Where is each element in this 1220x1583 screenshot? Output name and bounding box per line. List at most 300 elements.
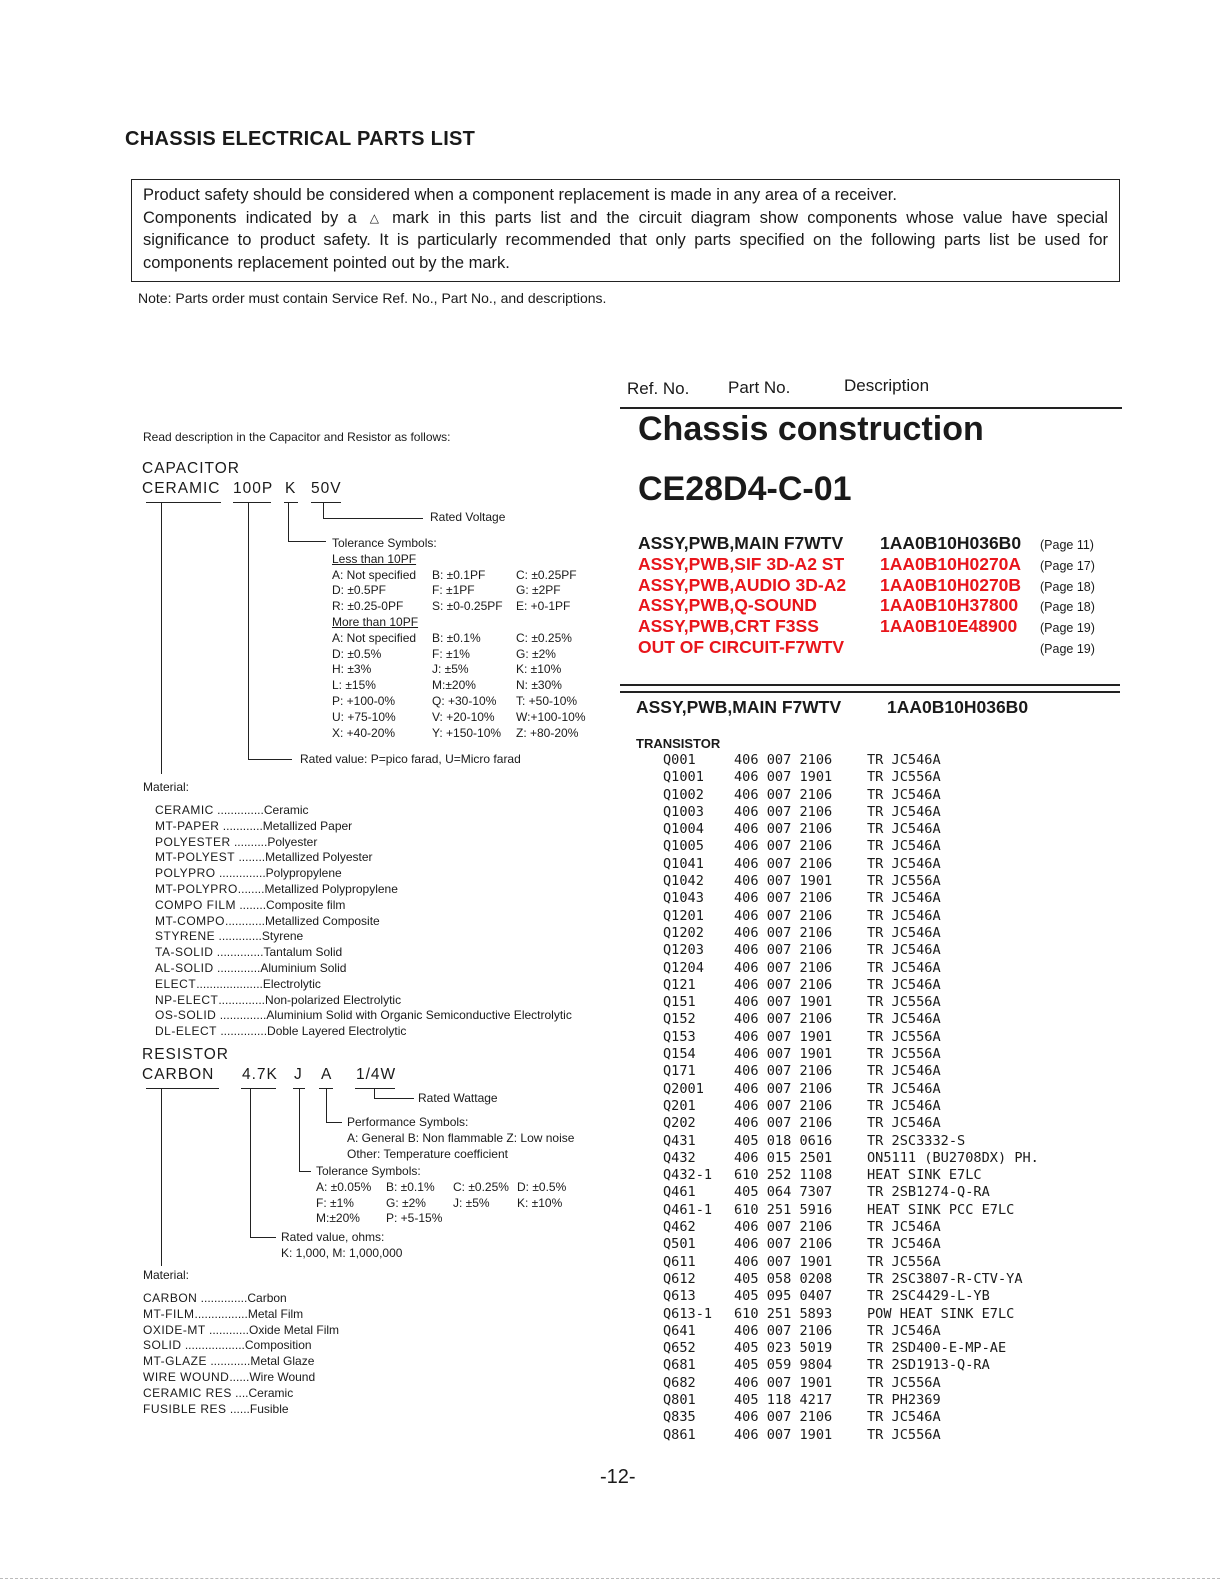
part-no: 406 007 1901 — [734, 1028, 833, 1045]
part-description: ON5111 (BU2708DX) PH. — [867, 1149, 1039, 1166]
material-row — [143, 1386, 339, 1402]
part-no: 406 007 2106 — [734, 976, 833, 993]
part-description: TR JC546A — [867, 1236, 941, 1253]
cap-line-value-h — [248, 759, 292, 760]
material-dots: .............. — [218, 992, 266, 1007]
table-row — [663, 787, 1103, 804]
ref-no: Q682 — [663, 1374, 696, 1391]
table-row — [663, 1115, 1103, 1132]
table-row — [663, 1046, 1103, 1063]
material-name: Metallized Polypropylene — [264, 881, 398, 896]
part-no: 610 252 1108 — [734, 1167, 833, 1184]
material-row — [155, 850, 572, 866]
material-dots: .............. — [215, 866, 266, 881]
capacitor-example-value: 100P — [233, 480, 274, 497]
part-description: TR JC556A — [867, 1426, 941, 1443]
part-description: TR JC556A — [867, 873, 941, 890]
part-no: 406 015 2501 — [734, 1149, 833, 1166]
ref-no: Q001 — [663, 752, 696, 768]
material-row — [155, 914, 572, 930]
part-no: 406 007 1901 — [734, 873, 833, 890]
cap-line-tol-h — [288, 541, 326, 542]
part-description: TR JC546A — [867, 1080, 941, 1097]
material-code: MT-GLAZE — [143, 1354, 208, 1369]
part-no: 406 007 1901 — [734, 994, 833, 1011]
tol-cell: G: ±2PF — [516, 583, 561, 598]
material-row — [155, 882, 572, 898]
res-line-tol — [299, 1088, 300, 1172]
tol-cell: B: ±0.1% — [432, 630, 481, 645]
resistor-material-label: Material: — [143, 1268, 190, 1282]
material-code: MT-POLYEST — [155, 850, 236, 865]
part-description: TR JC546A — [867, 924, 941, 941]
ref-no: Q1001 — [663, 769, 704, 786]
part-description: TR JC546A — [867, 1322, 941, 1339]
part-no: 406 007 2106 — [734, 907, 833, 924]
ref-no: Q611 — [663, 1253, 696, 1270]
cap-underline-voltage — [311, 502, 341, 503]
capacitor-example-voltage: 50V — [311, 480, 342, 497]
ref-no: Q835 — [663, 1409, 696, 1426]
material-dots: ............. — [215, 929, 262, 944]
chassis-model: CE28D4-C-01 — [638, 470, 852, 508]
cap-line-tol — [288, 502, 289, 542]
material-code: STYRENE — [155, 929, 216, 944]
ref-no: Q1203 — [663, 942, 704, 959]
table-row — [663, 1202, 1103, 1219]
part-no: 406 007 2106 — [734, 1097, 833, 1114]
tol-cell: X: +40-20% — [332, 725, 396, 740]
resistor-rated-value-title: Rated value, ohms: — [281, 1230, 385, 1244]
material-dots: ........ — [235, 850, 266, 865]
column-description: Description — [844, 376, 930, 395]
material-name: Metal Glaze — [250, 1354, 315, 1369]
material-code: POLYPRO — [155, 866, 216, 881]
ref-no: Q431 — [663, 1132, 696, 1149]
ref-no: Q612 — [663, 1270, 696, 1287]
material-dots: .............. — [213, 945, 264, 960]
assembly-page-ref: (Page 17) — [1040, 558, 1095, 573]
material-name: Metal Film — [247, 1306, 304, 1321]
material-code: CARBON — [143, 1291, 198, 1305]
material-name: Styrene — [261, 929, 304, 944]
ref-no: Q1002 — [663, 786, 704, 803]
cap-line-material — [161, 502, 162, 774]
table-row — [663, 1288, 1103, 1305]
tol-cell: C: ±0.25% — [516, 630, 572, 645]
ref-no: Q1004 — [663, 821, 704, 838]
part-no: 406 007 2106 — [734, 1115, 833, 1132]
resistor-rated-value-line: K: 1,000, M: 1,000,000 — [281, 1245, 403, 1260]
capacitor-more-than: More than 10PF — [332, 614, 419, 629]
material-row — [155, 945, 572, 961]
resistor-perf-line-2: Other: Temperature coefficient — [347, 1146, 508, 1161]
res-line-value-h — [250, 1237, 276, 1238]
part-no: 405 058 0208 — [734, 1270, 833, 1287]
ref-no: Q1005 — [663, 838, 704, 855]
assembly-name: OUT OF CIRCUIT-F7WTV — [638, 636, 845, 657]
part-no: 406 007 2106 — [734, 803, 833, 820]
assembly-name: ASSY,PWB,AUDIO 3D-A2 — [638, 574, 847, 595]
material-row — [143, 1291, 339, 1307]
tol-cell: N: ±30% — [516, 678, 562, 693]
material-row — [143, 1307, 339, 1323]
material-row — [155, 898, 572, 914]
material-row — [155, 993, 572, 1009]
material-code: MT-POLYPRO — [155, 881, 238, 896]
material-dots: ...... — [229, 1369, 250, 1384]
assembly-part-no: 1AA0B10H37800 — [880, 595, 1019, 616]
part-no: 406 007 2106 — [734, 890, 833, 907]
table-row — [663, 1375, 1103, 1392]
part-description: TR JC556A — [867, 1374, 941, 1391]
res-line-perf — [326, 1088, 327, 1123]
material-name: Oxide Metal Film — [249, 1322, 340, 1337]
material-code: WIRE WOUND — [143, 1369, 230, 1384]
cap-underline-value — [233, 502, 271, 503]
tol-cell: Y: +150-10% — [432, 725, 502, 740]
ref-no: Q801 — [663, 1391, 696, 1408]
tol-cell: B: ±0.1% — [386, 1179, 435, 1194]
part-no: 406 007 2106 — [734, 752, 833, 768]
part-description: TR JC546A — [867, 942, 941, 959]
tol-cell: G: ±2% — [386, 1195, 426, 1210]
ref-no: Q501 — [663, 1236, 696, 1253]
tol-cell: A: ±0.05% — [316, 1179, 372, 1194]
assembly-row — [638, 616, 1118, 637]
material-name: Fusible — [249, 1401, 289, 1416]
part-no: 406 007 2106 — [734, 821, 833, 838]
tol-cell: T: +50-10% — [516, 693, 578, 708]
resistor-perf-title: Performance Symbols: — [347, 1115, 469, 1129]
tol-cell: M:±20% — [316, 1211, 360, 1226]
tol-cell: J: ±5% — [453, 1195, 490, 1210]
part-description: TR 2SC4429-L-YB — [867, 1288, 990, 1305]
tol-cell: C: ±0.25PF — [516, 567, 577, 582]
table-row — [663, 838, 1103, 855]
material-dots: .... — [231, 1385, 249, 1400]
cap-underline-material — [146, 502, 221, 503]
table-row — [663, 1184, 1103, 1201]
tol-cell: F: ±1% — [432, 646, 470, 661]
material-row — [155, 819, 572, 835]
table-row — [663, 1340, 1103, 1357]
safety-pre: Components indicated by a — [143, 208, 357, 227]
cap-underline-tol — [284, 502, 298, 503]
part-no: 406 007 2106 — [734, 1409, 833, 1426]
safety-line-1: Product safety should be considered when a component replacement is made in any area of a receiver. — [143, 186, 897, 204]
ref-no: Q202 — [663, 1115, 696, 1132]
tol-cell: Q: +30-10% — [432, 693, 497, 708]
part-description: TR JC546A — [867, 1063, 941, 1080]
material-name: Non-polarized Electrolytic — [265, 992, 402, 1007]
section-name: ASSY,PWB,MAIN F7WTV — [636, 697, 842, 717]
material-dots: .......... — [230, 834, 268, 849]
part-no: 406 007 2106 — [734, 1011, 833, 1028]
resistor-example-value: 4.7K — [242, 1066, 278, 1083]
capacitor-more-grid — [332, 631, 606, 742]
part-description: TR JC556A — [867, 1253, 941, 1270]
safety-notice — [131, 179, 1120, 282]
material-name: Metallized Composite — [265, 913, 380, 928]
resistor-tolerance-legend — [316, 1164, 587, 1227]
material-code: POLYESTER — [155, 834, 231, 849]
resistor-rated-value — [281, 1230, 402, 1262]
material-name: Composition — [244, 1338, 312, 1353]
material-dots: .............. — [216, 1008, 267, 1023]
material-dots: ................ — [194, 1306, 248, 1321]
tol-cell: V: +20-10% — [432, 709, 495, 724]
material-name: Polypropylene — [265, 866, 342, 881]
tol-cell: D: ±0.5% — [332, 646, 382, 661]
tol-cell: A: Not specified — [332, 630, 417, 645]
part-no: 406 007 2106 — [734, 1063, 833, 1080]
part-no: 610 251 5893 — [734, 1305, 833, 1322]
ref-no: Q462 — [663, 1219, 696, 1236]
material-name: Electrolytic — [262, 976, 321, 991]
resistor-example-performance: A — [321, 1066, 333, 1083]
tol-cell: L: ±15% — [332, 678, 376, 693]
material-dots: ........ — [237, 881, 265, 896]
resistor-tol-title: Tolerance Symbols: — [316, 1164, 421, 1178]
table-row — [663, 977, 1103, 994]
part-description: POW HEAT SINK E7LC — [867, 1305, 1015, 1322]
part-description: TR JC546A — [867, 786, 941, 803]
safety-post: mark in this parts list and the circuit diagram show components whose value have special significance to product safety. It is particularly recommended that only parts specified on the following parts list be used for components replacement pointed out by the mark. — [143, 208, 1108, 272]
table-row — [663, 908, 1103, 925]
column-ref-no: Ref. No. — [627, 379, 690, 398]
tol-cell: C: ±0.25% — [453, 1179, 509, 1194]
part-description: TR JC556A — [867, 1046, 941, 1063]
tol-cell — [453, 1211, 517, 1227]
capacitor-heading: CAPACITOR — [142, 460, 240, 477]
resistor-example-wattage: 1/4W — [356, 1066, 397, 1083]
table-row — [663, 769, 1103, 786]
table-row — [663, 925, 1103, 942]
tol-cell: D: ±0.5% — [517, 1179, 567, 1194]
assembly-part-no: 1AA0B10H0270B — [880, 574, 1022, 595]
part-no: 405 023 5019 — [734, 1340, 833, 1357]
resistor-example-tolerance: J — [294, 1066, 303, 1083]
material-row — [155, 866, 572, 882]
section-double-rule — [620, 684, 1120, 693]
tol-cell: A: Not specified — [332, 567, 417, 582]
material-code: FUSIBLE RES — [143, 1401, 227, 1416]
part-description: HEAT SINK E7LC — [867, 1167, 982, 1184]
assembly-name: ASSY,PWB,CRT F3SS — [638, 616, 819, 637]
part-no: 406 007 1901 — [734, 1374, 833, 1391]
tol-cell: H: ±3% — [332, 662, 372, 677]
assembly-name: ASSY,PWB,MAIN F7WTV — [638, 533, 844, 553]
material-name: Doble Layered Electrolytic — [267, 1024, 407, 1039]
table-row — [663, 1357, 1103, 1374]
ref-no: Q152 — [663, 1011, 696, 1028]
table-row — [663, 1167, 1103, 1184]
capacitor-example-material: CERAMIC — [142, 480, 221, 497]
tol-cell: P: +100-0% — [332, 693, 396, 708]
table-row — [663, 856, 1103, 873]
tol-cell: M:±20% — [432, 678, 476, 693]
part-description: TR 2SD1913-Q-RA — [867, 1357, 990, 1374]
section-part-no: 1AA0B10H036B0 — [887, 697, 1029, 717]
material-dots: .............. — [213, 803, 264, 817]
material-row — [155, 961, 572, 977]
material-dots: .................. — [181, 1338, 245, 1353]
material-dots: .................... — [196, 976, 263, 991]
tol-cell: G: ±2% — [516, 646, 556, 661]
part-description: TR JC546A — [867, 976, 941, 993]
tol-cell: D: ±0.5PF — [332, 583, 386, 598]
tol-cell: S: ±0-0.25PF — [432, 599, 503, 614]
table-row — [663, 1011, 1103, 1028]
assembly-row — [638, 533, 1118, 554]
part-description: TR JC546A — [867, 838, 941, 855]
ref-no: Q1204 — [663, 959, 704, 976]
ref-no: Q613 — [663, 1288, 696, 1305]
ref-no: Q1041 — [663, 855, 704, 872]
part-description: TR JC546A — [867, 1115, 941, 1132]
assembly-page-ref: (Page 11) — [1040, 538, 1094, 552]
ref-no: Q461-1 — [663, 1201, 713, 1218]
part-description: TR 2SC3332-S — [867, 1132, 966, 1149]
table-row — [663, 1392, 1103, 1409]
table-row — [663, 960, 1103, 977]
table-row — [663, 1323, 1103, 1340]
assembly-list — [638, 533, 1118, 658]
material-row — [143, 1370, 339, 1386]
header-rule — [620, 407, 1122, 409]
res-underline-value — [241, 1088, 276, 1089]
capacitor-rated-value: Rated value: P=pico farad, U=Micro farad — [300, 752, 521, 766]
part-description: TR JC546A — [867, 959, 941, 976]
ref-no: Q2001 — [663, 1080, 704, 1097]
table-row — [663, 1254, 1103, 1271]
material-code: COMPO FILM — [155, 897, 237, 912]
res-underline-watt — [355, 1088, 395, 1089]
table-row — [663, 1236, 1103, 1253]
tol-cell: R: ±0.25-0PF — [332, 599, 404, 614]
table-row — [663, 1133, 1103, 1150]
part-description: TR 2SC3807-R-CTV-YA — [867, 1270, 1023, 1287]
material-row — [155, 929, 572, 945]
material-code: MT-FILM — [143, 1306, 195, 1321]
tol-cell — [517, 1211, 587, 1227]
assembly-page-ref: (Page 19) — [1040, 641, 1095, 656]
part-description: TR JC546A — [867, 1409, 941, 1426]
material-code: AL-SOLID — [155, 960, 214, 975]
table-row — [663, 1029, 1103, 1046]
part-description: TR JC546A — [867, 821, 941, 838]
material-name: Aluminium Solid — [260, 960, 347, 975]
group-heading-transistor: TRANSISTOR — [636, 736, 721, 751]
tol-cell: F: ±1% — [316, 1195, 354, 1210]
capacitor-less-than: Less than 10PF — [332, 551, 417, 566]
part-description: TR 2SD400-E-MP-AE — [867, 1340, 1007, 1357]
ref-no: Q613-1 — [663, 1305, 713, 1322]
part-description: TR JC546A — [867, 890, 941, 907]
material-code: NP-ELECT — [155, 992, 219, 1007]
assembly-row — [638, 554, 1118, 575]
resistor-tol-grid — [316, 1180, 587, 1227]
resistor-material-list — [143, 1291, 339, 1417]
part-no: 406 007 2106 — [734, 838, 833, 855]
capacitor-example-tolerance: K — [285, 480, 297, 497]
ref-no: Q201 — [663, 1097, 696, 1114]
material-name: Metallized Polyester — [265, 850, 373, 865]
tol-cell: K: ±10% — [516, 662, 562, 677]
table-row — [663, 1271, 1103, 1288]
read-description-intro: Read description in the Capacitor and Resistor as follows: — [143, 430, 451, 444]
part-description: TR JC546A — [867, 1097, 941, 1114]
part-no: 406 007 2106 — [734, 1080, 833, 1097]
assembly-page-ref: (Page 18) — [1040, 600, 1095, 615]
material-row — [143, 1402, 339, 1418]
ref-no: Q652 — [663, 1340, 696, 1357]
ref-no: Q1201 — [663, 907, 704, 924]
material-dots: ............ — [225, 913, 266, 928]
material-row — [143, 1354, 339, 1370]
part-no: 405 095 0407 — [734, 1288, 833, 1305]
table-row — [663, 821, 1103, 838]
res-underline-material — [146, 1088, 219, 1089]
safety-triangle-icon: △ — [369, 210, 379, 225]
material-row — [155, 803, 572, 819]
material-name: Ceramic — [248, 1385, 294, 1400]
part-no: 406 007 1901 — [734, 1046, 833, 1063]
table-row — [663, 873, 1103, 890]
capacitor-material-label: Material: — [143, 780, 190, 794]
material-code: MT-PAPER — [155, 818, 220, 833]
part-no: 406 007 1901 — [734, 769, 833, 786]
part-description: TR JC556A — [867, 994, 941, 1011]
resistor-heading: RESISTOR — [142, 1046, 229, 1063]
ref-no: Q432-1 — [663, 1167, 713, 1184]
table-row — [663, 1098, 1103, 1115]
resistor-performance-legend — [347, 1115, 574, 1162]
material-code: MT-COMPO — [155, 913, 225, 928]
ref-no: Q1042 — [663, 873, 704, 890]
material-row — [155, 1024, 572, 1040]
ref-no: Q461 — [663, 1184, 696, 1201]
material-code: OXIDE-MT — [143, 1322, 206, 1337]
material-name: Composite film — [266, 897, 346, 912]
part-no: 405 018 0616 — [734, 1132, 833, 1149]
page-title: CHASSIS ELECTRICAL PARTS LIST — [125, 128, 476, 150]
assembly-name: ASSY,PWB,Q-SOUND — [638, 595, 817, 616]
part-no: 406 007 2106 — [734, 1322, 833, 1339]
assembly-name: ASSY,PWB,SIF 3D-A2 ST — [638, 553, 845, 574]
page-edge-dash — [0, 1578, 1220, 1579]
material-name: Polyester — [267, 834, 318, 849]
material-dots: ...... — [226, 1401, 250, 1416]
material-code: SOLID — [143, 1338, 182, 1353]
part-no: 405 059 9804 — [734, 1357, 833, 1374]
table-row — [663, 1409, 1103, 1426]
material-dots: ............. — [213, 960, 261, 975]
material-code: CERAMIC — [155, 803, 214, 817]
material-name: Wire Wound — [249, 1369, 316, 1384]
material-code: OS-SOLID — [155, 1008, 217, 1023]
res-line-perf-h — [326, 1122, 342, 1123]
material-name: Tantalum Solid — [263, 945, 343, 960]
ref-no: Q641 — [663, 1322, 696, 1339]
table-row — [663, 1081, 1103, 1098]
ref-no: Q1043 — [663, 890, 704, 907]
material-code: ELECT — [155, 976, 197, 991]
capacitor-rated-voltage: Rated Voltage — [430, 510, 506, 524]
part-no: 405 118 4217 — [734, 1391, 833, 1408]
part-no: 406 007 2106 — [734, 959, 833, 976]
